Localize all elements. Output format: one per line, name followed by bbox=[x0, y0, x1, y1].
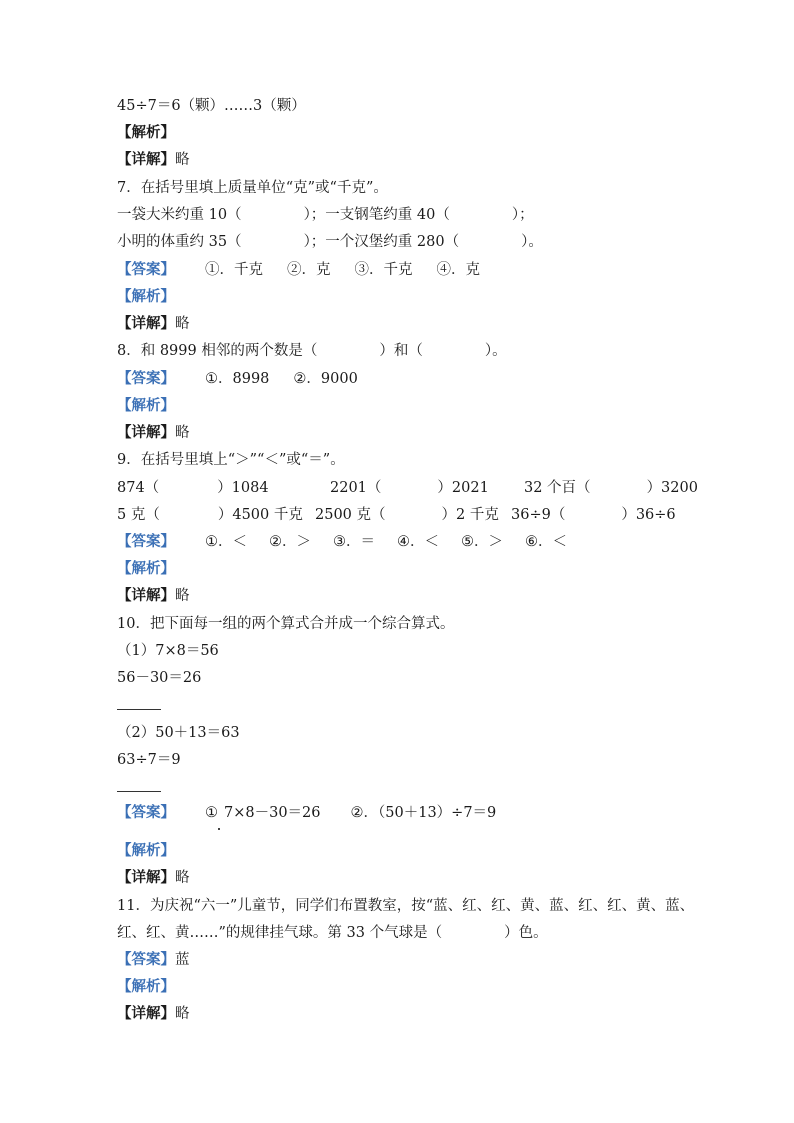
q7-stem: 7．在括号里填上质量单位“克”或“千克”。 bbox=[117, 180, 388, 196]
q8-xiangjie: 【详解】略 bbox=[117, 424, 190, 441]
q9-jiexi: 【解析】 bbox=[117, 560, 175, 577]
q11-jiexi: 【解析】 bbox=[117, 978, 175, 995]
q7-row1: 一袋大米约重 10（ ）；一支钢笔约重 40（ ）； bbox=[117, 207, 534, 223]
solution-line: 45÷7＝6（颗）……3（颗） bbox=[117, 98, 306, 114]
q8-answer: 【答案】 ①．8998 ②．9000 bbox=[117, 370, 358, 387]
q8-stem: 8．和 8999 相邻的两个数是（ ）和（ ）。 bbox=[117, 343, 507, 359]
q9-row2-item2: 2500 克（ ）2 千克 bbox=[315, 507, 499, 523]
q9-row1-item3: 32 个百（ ）3200 bbox=[524, 480, 698, 496]
q9-xiangjie: 【详解】略 bbox=[117, 587, 190, 604]
q10-xiangjie: 【详解】略 bbox=[117, 869, 190, 886]
q9-row1: 874（ ）1084 bbox=[117, 480, 269, 496]
q10-p1-b: 56－30＝26 bbox=[117, 670, 202, 686]
q11-stem-2: 红、红、黄……”的规律挂气球。第 33 个气球是（ ）色。 bbox=[117, 925, 548, 941]
q10-answer-line-1 bbox=[117, 709, 161, 710]
q9-row2: 5 克（ ）4500 千克 bbox=[117, 507, 303, 523]
q10-p2-b: 63÷7＝9 bbox=[117, 752, 181, 768]
q7-jiexi: 【解析】 bbox=[117, 288, 175, 305]
q8-jiexi: 【解析】 bbox=[117, 397, 175, 414]
q7-answer: 【答案】 ①．千克 ②．克 ③．千克 ④．克 bbox=[117, 261, 480, 278]
q11-stem-1: 11．为庆祝“六一”儿童节，同学们布置教室，按“蓝、红、红、黄、蓝、红、红、黄、蓝、 bbox=[117, 898, 695, 914]
q10-p2-a: （2）50＋13＝63 bbox=[117, 725, 240, 741]
xiangjie-line: 【详解】略 bbox=[117, 151, 190, 168]
q10-answer-line-2 bbox=[117, 791, 161, 792]
jiexi-label: 【解析】 bbox=[117, 124, 175, 141]
q10-stem: 10．把下面每一组的两个算式合并成一个综合算式。 bbox=[117, 616, 455, 632]
q11-xiangjie: 【详解】略 bbox=[117, 1005, 190, 1022]
q9-answer: 【答案】 ①．＜ ②．＞ ③．＝ ④．＜ ⑤．＞ ⑥．＜ bbox=[117, 533, 567, 550]
q9-row1-item2: 2201（ ）2021 bbox=[330, 480, 489, 496]
q9-stem: 9．在括号里填上“＞”“＜”或“＝”。 bbox=[117, 452, 345, 468]
q10-jiexi: 【解析】 bbox=[117, 842, 175, 859]
q10-answer: 【答案】 ① 7×8－30＝26 ②．（50＋13）÷7＝9 bbox=[117, 804, 497, 821]
q7-row2: 小明的体重约 35（ ）；一个汉堡约重 280（ ）。 bbox=[117, 234, 543, 250]
q11-answer: 【答案】蓝 bbox=[117, 951, 190, 968]
q10-p1-a: （1）7×8＝56 bbox=[117, 643, 219, 659]
stray-dot bbox=[218, 828, 220, 830]
q9-row2-item3: 36÷9（ ）36÷6 bbox=[511, 507, 676, 523]
q7-xiangjie: 【详解】略 bbox=[117, 315, 190, 332]
